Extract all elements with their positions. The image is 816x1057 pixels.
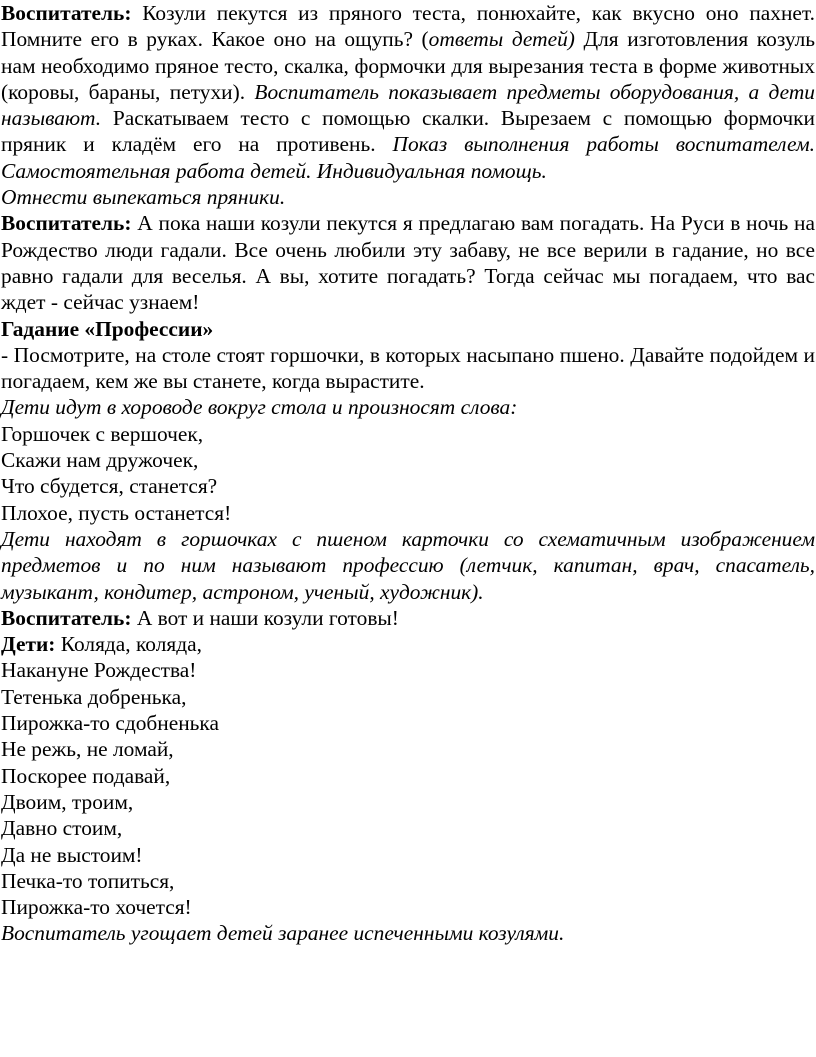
verse-line: Печка-то топиться,	[1, 868, 175, 893]
paragraph-ready	[1, 605, 815, 631]
paragraph-children	[1, 631, 815, 657]
verse-line: Давно стоим,	[1, 816, 123, 841]
verse-line: Что сбудется, станется?	[1, 474, 218, 499]
speaker-label: Воспитатель:	[1, 1, 132, 25]
stage-direction: Воспитатель показывает предметы оборудования, а дети называют.	[1, 79, 815, 131]
verse-kolyada	[1, 657, 815, 920]
verse-line: Пирожка-то сдобненька	[1, 711, 219, 736]
verse-line: Не режь, не ломай,	[1, 737, 174, 762]
verse-line: Да не выстоим!	[1, 842, 143, 867]
paragraph-fortune	[1, 210, 815, 315]
verse-line: Накануне Рождества!	[1, 658, 197, 683]
paragraph-intro	[1, 0, 815, 184]
verse-line: Двоим, троим,	[1, 789, 134, 814]
paragraph-text: Раскатываем тесто с помощью скалки. Вырезаем с помощью формочки пряник и кладём его на противень.	[1, 106, 815, 157]
speaker-label: Воспитатель:	[1, 211, 132, 236]
paragraph-text: А пока наши козули пекутся я предлагаю вам погадать. На Руси в ночь на Рождество люди гадали. Все очень любили эту забаву, не все верили в гадание, но все равно гадали для веселья. А вы, хотите погадать? Тогда сейчас мы погадаем, что вас ждет - сейчас узнаем!	[1, 211, 815, 315]
stage-direction-cards: Дети находят в горшочках с пшеном карточки со схематичным изображением предметов и по ним называют профессию (летчик, капитан, врач, спасатель, музыкант, кондитер, астроном, ученый, художник).	[1, 526, 815, 604]
stage-direction-treat: Воспитатель угощает детей заранее испеченными козулями.	[1, 921, 565, 946]
section-heading: Гадание «Профессии»	[1, 316, 214, 341]
verse-line: Горшочек с вершочек,	[1, 421, 204, 446]
verse-line: Скажи нам дружочек,	[1, 448, 199, 473]
paragraph-text: Козули пекутся из пряного теста, понюхайте, как вкусно оно пахнет. Помните его в руках. Какое оно на ощупь? (	[1, 1, 815, 52]
verse-line: Плохое, пусть останется!	[1, 500, 232, 525]
stage-direction-bake: Отнести выпекаться пряники.	[1, 185, 286, 210]
verse-line: Пирожка-то хочется!	[1, 895, 192, 920]
paragraph-pots: - Посмотрите, на столе стоят горшочки, в которых насыпано пшено. Давайте подойдем и погадаем, кем же вы станете, когда вырастите.	[1, 342, 815, 394]
stage-direction: Показ выполнения работы воспитателем. Самостоятельная работа детей. Индивидуальная помощь.	[1, 132, 815, 183]
stage-direction-round-dance: Дети идут в хороводе вокруг стола и произносят слова:	[1, 395, 518, 420]
paragraph-text: Для изготовления козуль нам необходимо пряное тесто, скалка, формочки для вырезания теста в форме животных (коровы, бараны, петухи).	[1, 27, 815, 104]
speaker-label: Дети:	[1, 632, 56, 657]
stage-direction: ответы детей)	[428, 27, 575, 52]
verse-line: Тетенька добренька,	[1, 684, 187, 709]
verse-line: Поскорее подавай,	[1, 763, 171, 788]
verse-pots	[1, 421, 815, 526]
paragraph-text: Коляда, коляда,	[55, 632, 202, 657]
paragraph-text: А вот и наши козули готовы!	[131, 605, 399, 630]
speaker-label: Воспитатель:	[1, 605, 132, 630]
